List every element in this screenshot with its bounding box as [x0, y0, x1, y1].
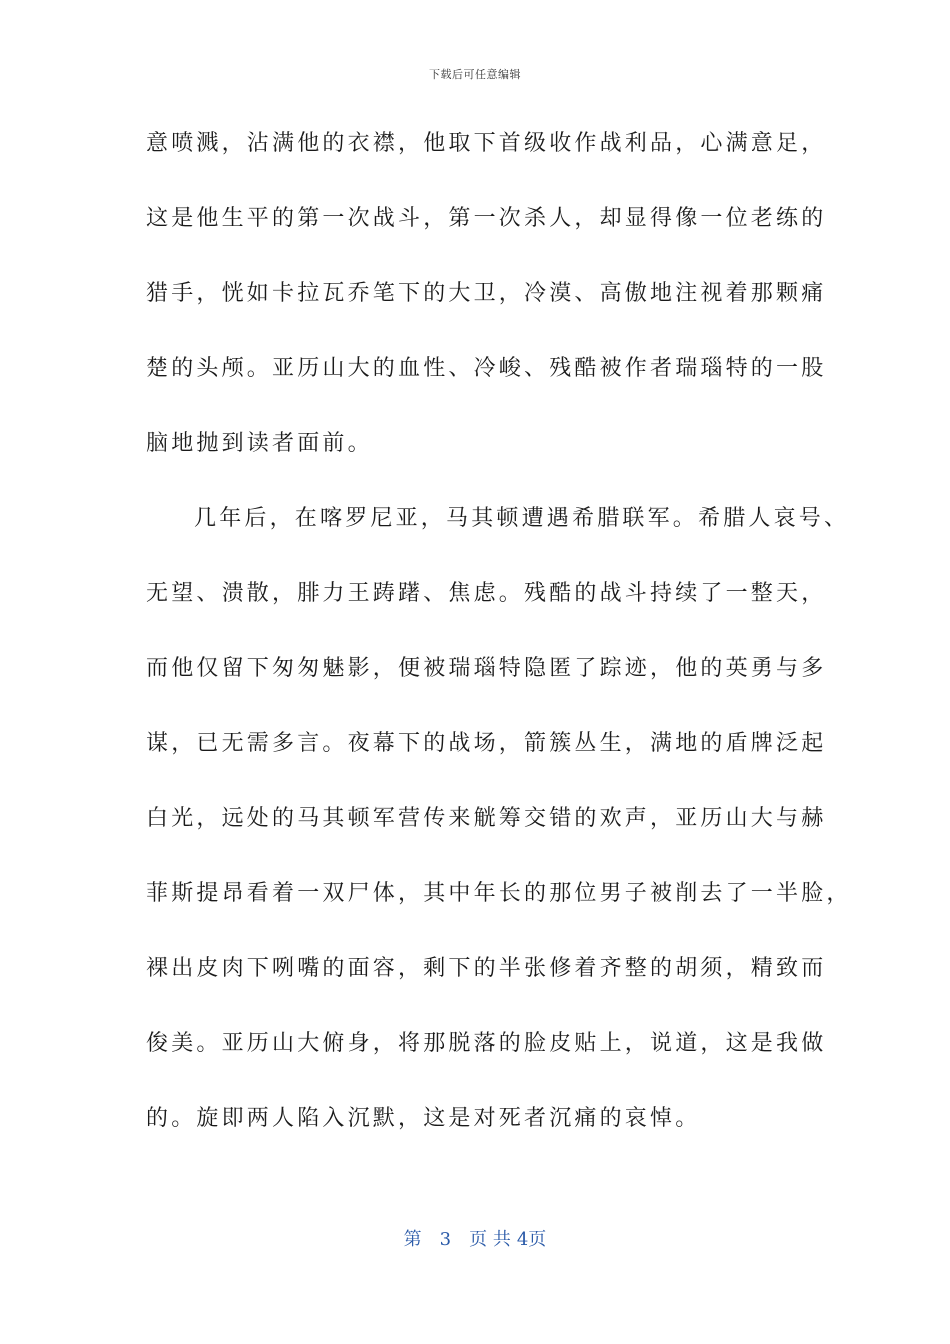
text-line: 意喷溅，沾满他的衣襟，他取下首级收作战利品，心满意足， [146, 131, 827, 156]
text-line: 几年后，在喀罗尼亚，马其顿遭遇希腊联军。希腊人哀号、 [194, 506, 850, 531]
text-line: 这是他生平的第一次战斗，第一次杀人，却显得像一位老练的 [146, 206, 827, 231]
text-line: 菲斯提昂看着一双尸体，其中年长的那位男子被削去了一半脸， [146, 881, 852, 906]
text-line: 楚的头颅。亚历山大的血性、冷峻、残酷被作者瑞瑙特的一股 [146, 356, 827, 381]
text-line: 白光，远处的马其顿军营传来觥筹交错的欢声，亚历山大与赫 [146, 806, 827, 831]
text-line: 俊美。亚历山大俯身，将那脱落的脸皮贴上，说道，这是我做 [146, 1031, 827, 1056]
text-line: 裸出皮肉下咧嘴的面容，剩下的半张修着齐整的胡须，精致而 [146, 956, 827, 981]
footer-total-pages: 4页 [516, 1229, 547, 1250]
footer-current-page: 3 [439, 1229, 452, 1250]
text-line: 谋，已无需多言。夜幕下的战场，箭簇丛生，满地的盾牌泛起 [146, 731, 827, 756]
text-line: 无望、溃散，腓力王踌躇、焦虑。残酷的战斗持续了一整天， [146, 581, 827, 606]
text-line: 猎手，恍如卡拉瓦乔笔下的大卫，冷漠、高傲地注视着那颗痛 [146, 281, 827, 306]
page-header: 下载后可任意编辑 [429, 68, 521, 81]
footer-prefix: 第 [403, 1229, 422, 1250]
footer-middle: 页 共 [469, 1229, 511, 1250]
text-line: 脑地抛到读者面前。 [146, 431, 373, 456]
page-footer [0, 1225, 950, 1251]
body-text [146, 124, 852, 1174]
text-line: 而他仅留下匆匆魅影，便被瑞瑙特隐匿了踪迹，他的英勇与多 [146, 656, 827, 681]
text-line: 的。旋即两人陷入沉默，这是对死者沉痛的哀悼。 [146, 1106, 701, 1131]
